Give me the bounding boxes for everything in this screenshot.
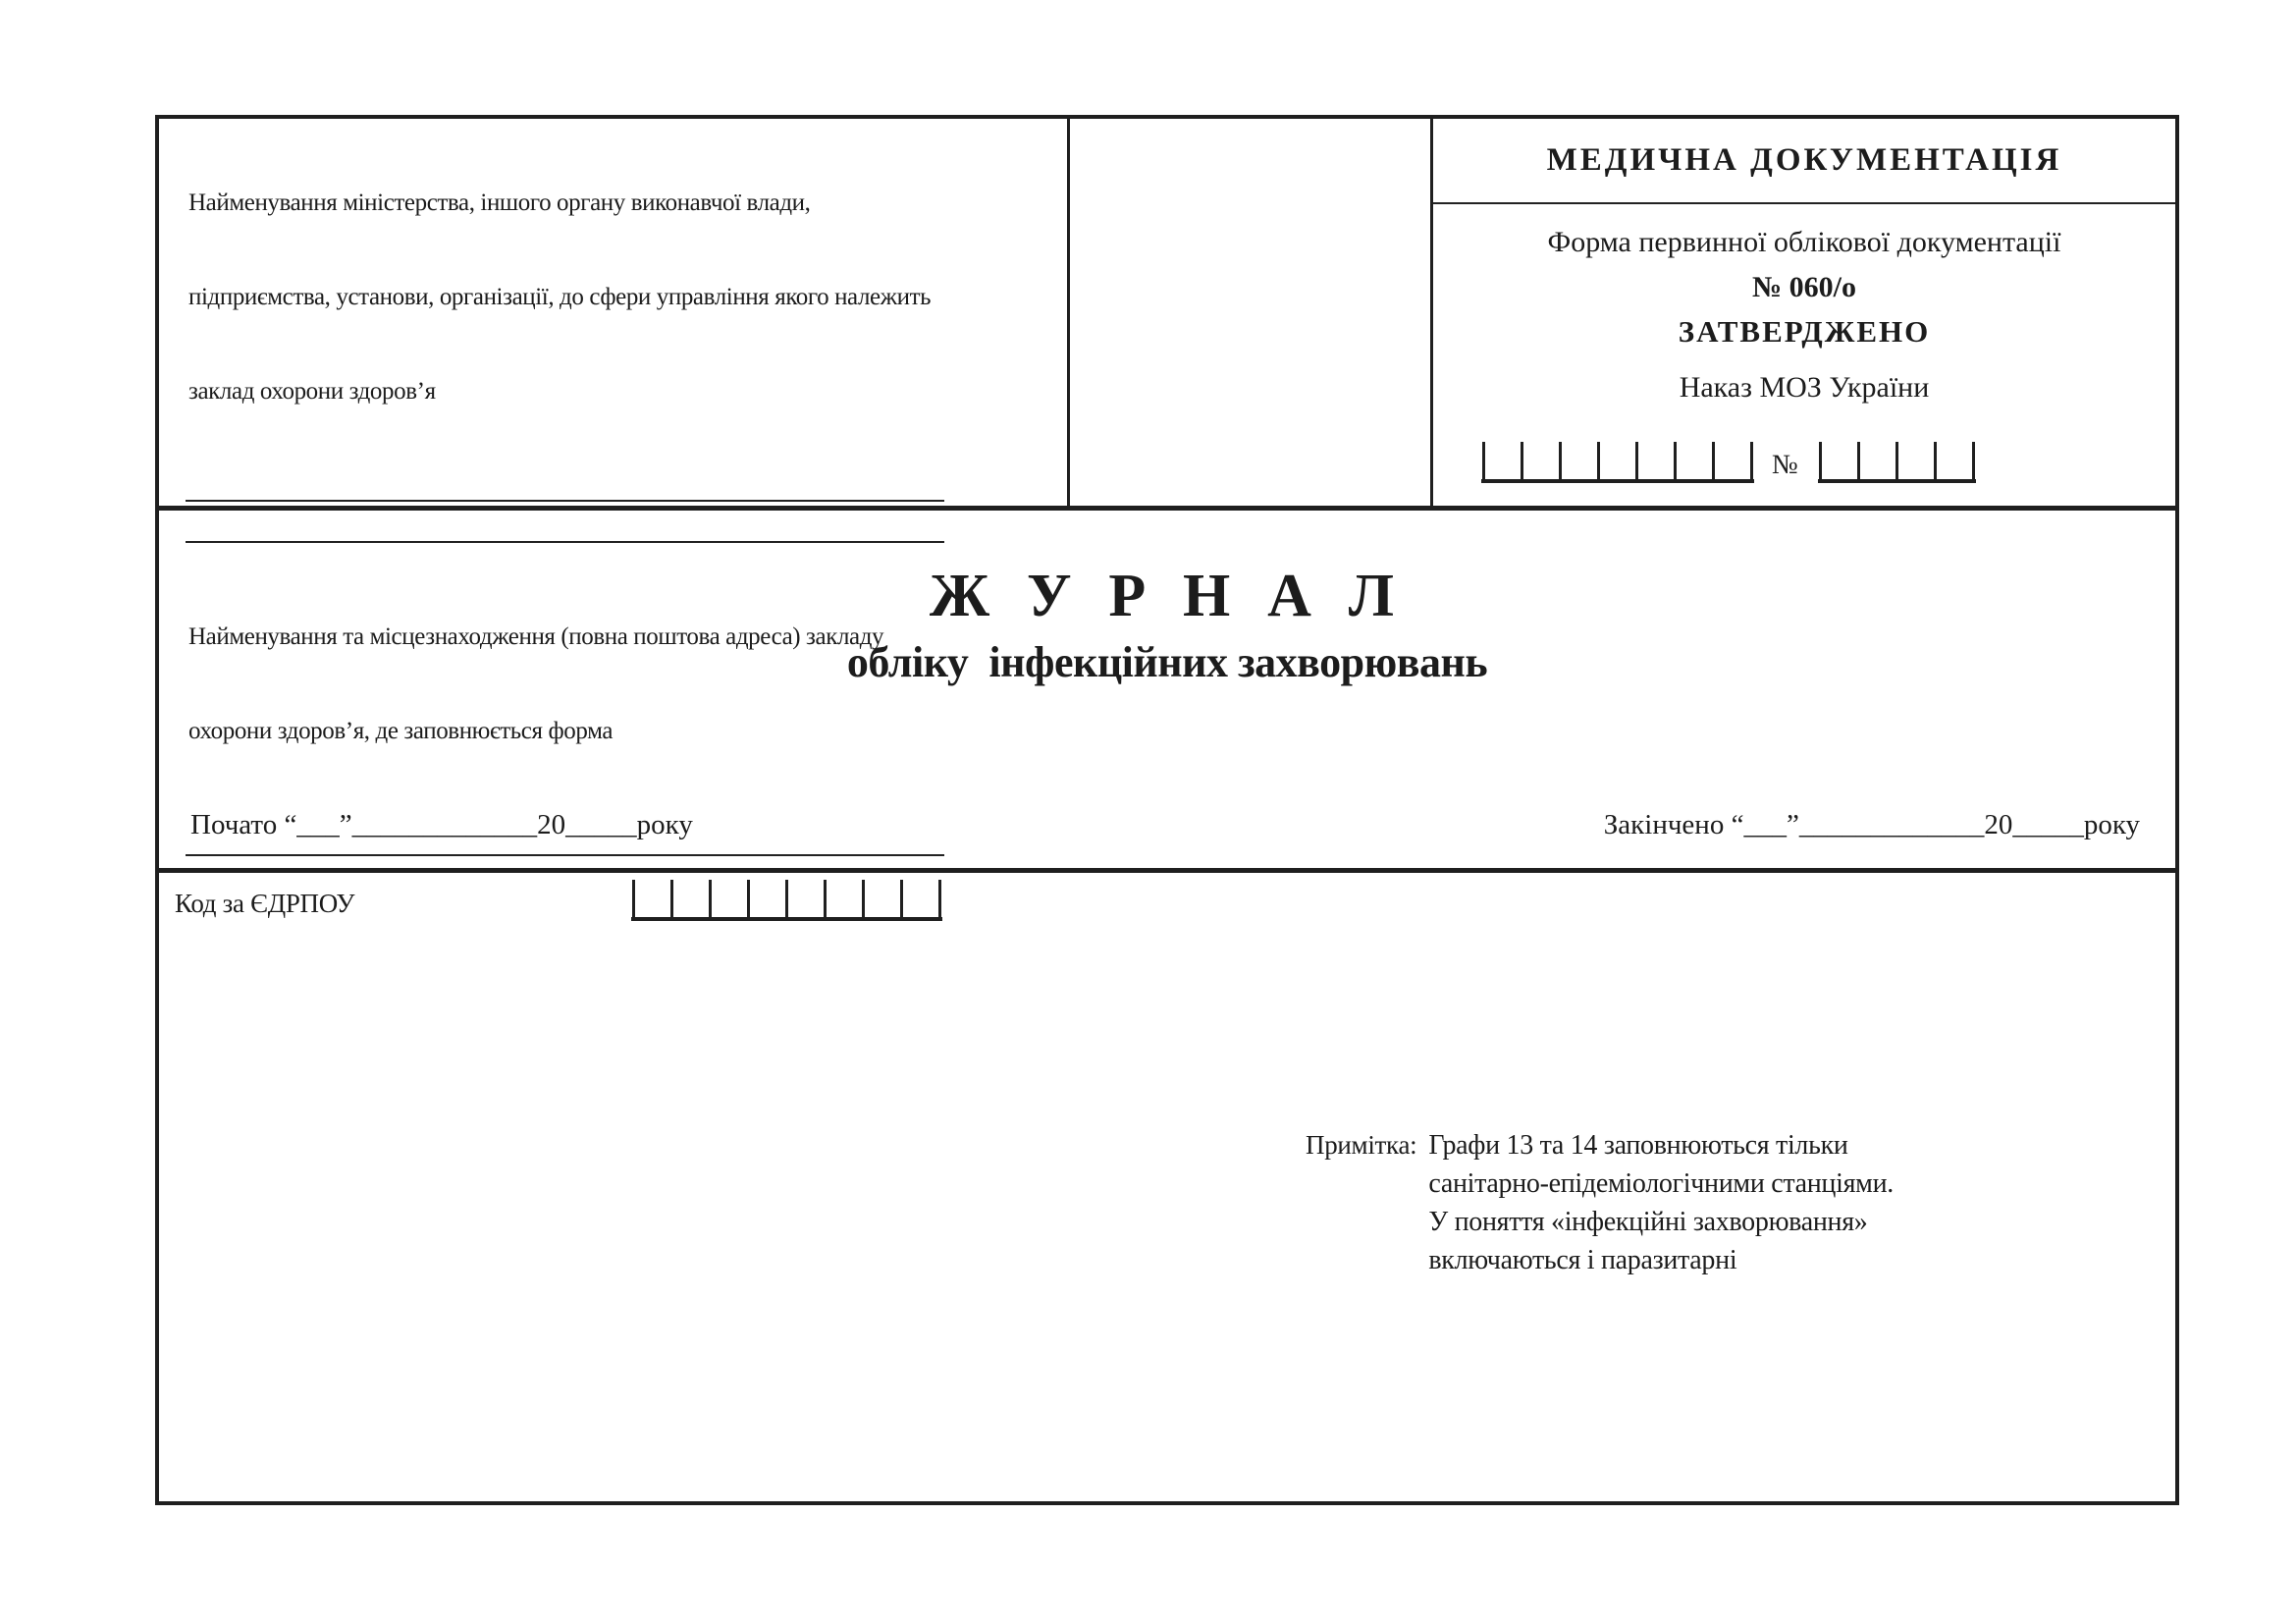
dates-row xyxy=(159,809,2175,841)
ministry-label-line: Найменування міністерства, іншого органу виконавчої влади, xyxy=(188,189,811,216)
header-middle-cell xyxy=(1070,119,1433,506)
form-outer-border xyxy=(155,115,2179,1505)
note-text-line: У поняття «інфекційні захворювання» xyxy=(1428,1207,1868,1237)
title-band xyxy=(159,564,2175,873)
order-label: Наказ МОЗ України xyxy=(1679,371,1930,404)
order-number-label: № xyxy=(1772,450,1798,480)
note-block xyxy=(1306,1126,1894,1279)
note-text-line: Графи 13 та 14 заповнюються тільки xyxy=(1428,1130,1848,1161)
order-number-boxes xyxy=(1818,442,1976,483)
finished-field: Закінчено “___”_____________20_____року xyxy=(1603,809,2140,840)
body-band xyxy=(159,873,2175,1554)
note-label: Примітка: xyxy=(1306,1130,1417,1160)
blank-cell xyxy=(1482,442,1521,479)
note-text xyxy=(1428,1126,1894,1279)
form-caption: Форма первинної облікової документації xyxy=(1547,226,2061,258)
ministry-fill-line xyxy=(186,541,944,543)
form-number: № 060/о xyxy=(1752,271,1856,303)
doc-type-heading: МЕДИЧНА ДОКУМЕНТАЦІЯ xyxy=(1433,119,2175,204)
facility-label-line: Найменування та місцезнаходження (повна поштова адреса) закладу xyxy=(188,623,884,650)
blank-cell xyxy=(1934,442,1975,479)
started-field: Почато “___”_____________20_____року xyxy=(190,809,693,840)
order-fields-row xyxy=(1433,442,2175,483)
journal-subtitle: обліку інфекційних захворювань xyxy=(846,638,1488,686)
ministry-label xyxy=(188,125,1067,470)
facility-label-line: охорони здоров’я, де заповнюється форма xyxy=(188,718,614,744)
note-text-line: санітарно-епідеміологічними станціями. xyxy=(1428,1168,1894,1199)
blank-cell xyxy=(1674,442,1712,479)
blank-cell xyxy=(1597,442,1635,479)
blank-cell xyxy=(1635,442,1674,479)
note-text-line: включаються і паразитарні xyxy=(1428,1245,1737,1275)
journal-title: Ж У Р Н А Л xyxy=(929,563,1406,629)
blank-cell xyxy=(1819,442,1857,479)
blank-cell xyxy=(1896,442,1934,479)
approved-heading: ЗАТВЕРДЖЕНО xyxy=(1678,314,1931,349)
ministry-label-line: заклад охорони здоров’я xyxy=(188,378,436,405)
edrpou-label: Код за ЄДРПОУ xyxy=(175,889,355,918)
header-right-cell xyxy=(1433,119,2175,506)
blank-cell xyxy=(1521,442,1559,479)
blank-cell xyxy=(1712,442,1753,479)
ministry-label-line: підприємства, установи, організації, до сфери управління якого належить xyxy=(188,284,932,310)
order-date-boxes xyxy=(1481,442,1754,483)
ministry-fill-line xyxy=(186,500,944,502)
blank-cell xyxy=(1559,442,1597,479)
blank-cell xyxy=(1857,442,1896,479)
